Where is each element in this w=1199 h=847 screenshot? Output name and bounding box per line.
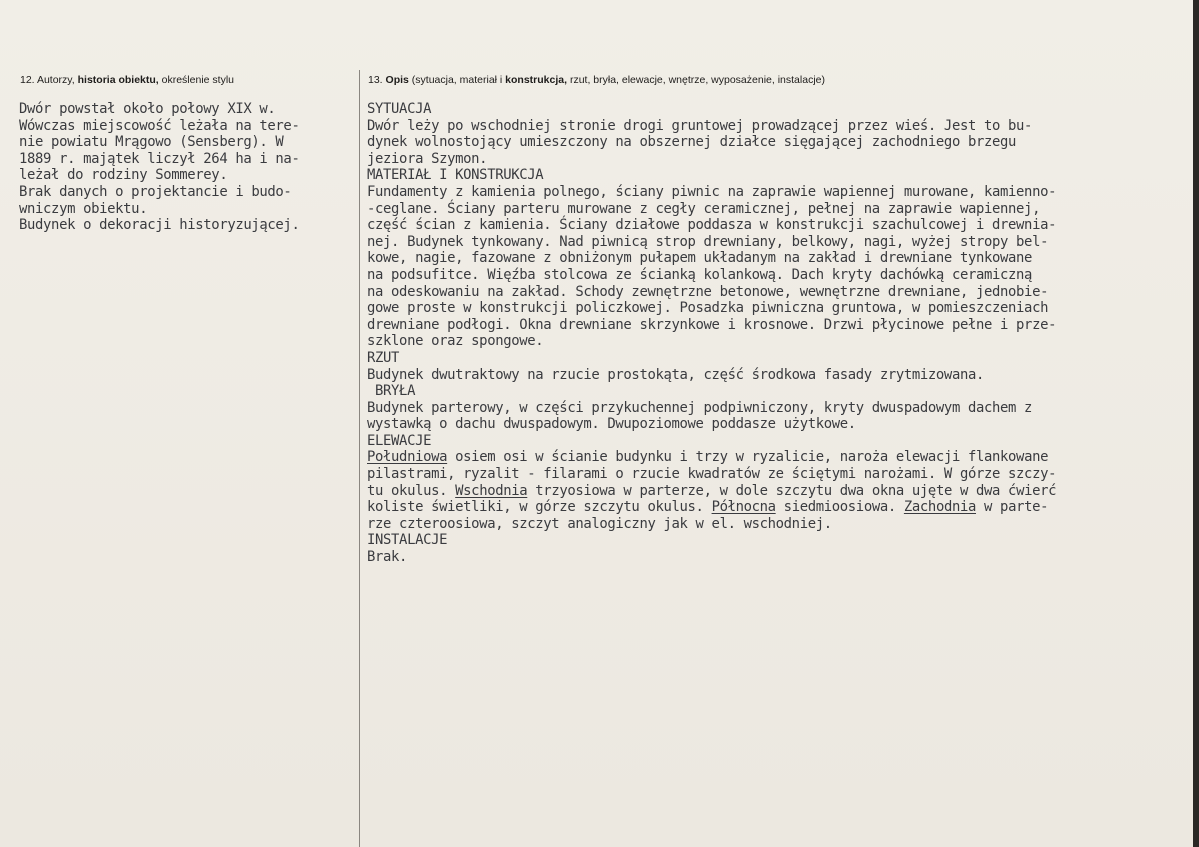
heading-bryla: BRYŁA: [367, 383, 416, 400]
elewacje-line: rze czteroosiowa, szczyt analogiczny jak w el. wschodniej.: [367, 515, 832, 532]
description-line: Budynek dwutraktowy na rzucie prostokąta, część środkowa fasady zrytmizowana.: [367, 366, 984, 383]
description-line: kowe, nagie, fazowane z obniżonym pułapem układanym na zakład i drewniane tynkowane: [367, 250, 1033, 267]
description-line: Fundamenty z kamienia polnego, ściany piwnic na zaprawie wapiennej murowane, kamienno-: [367, 183, 1057, 200]
description-line: na odeskowaniu na zakład. Schody zewnętrzne betonowe, wewnętrzne drewniane, jednobie-: [367, 283, 1049, 300]
history-line: Wówczas miejscowość leżała na tere-: [19, 117, 300, 134]
heading-sytuacja: SYTUACJA: [367, 101, 432, 117]
history-line: nie powiatu Mrągowo (Sensberg). W: [19, 134, 284, 151]
elewacje-line: [367, 499, 1193, 516]
description-line: Budynek parterowy, w części przykuchennej podpiwniczony, kryty dwuspadowym dachem z: [367, 399, 1033, 416]
section-13-label-opis: Opis: [385, 74, 409, 86]
description-line: szklone oraz spongowe.: [367, 333, 544, 350]
elewacje-text: osiem osi w ścianie budynku i trzy w ryzalicie, naroża elewacji flankowane: [447, 449, 1049, 466]
elewacja-wschodnia-label: Wschodnia: [455, 482, 528, 499]
history-line: Budynek o dekoracji historyzującej.: [19, 217, 300, 234]
column-divider: [359, 70, 360, 847]
section-13-number: 13.: [368, 74, 383, 86]
description-text: [367, 101, 1193, 566]
history-line: Brak danych o projektancie i budo-: [19, 183, 292, 200]
history-text: [19, 101, 357, 234]
history-line: wniczym obiektu.: [19, 200, 148, 217]
heading-elewacje: ELEWACJE: [367, 432, 432, 449]
section-13-header: [368, 74, 825, 86]
description-line: Dwór leży po wschodniej stronie drogi gruntowej prowadzącej przez wieś. Jest to bu-: [367, 117, 1033, 134]
history-line: leżał do rodziny Sommerey.: [19, 167, 228, 184]
elewacje-line: [367, 449, 1193, 466]
section-12-label-style: określenie stylu: [161, 74, 234, 86]
section-12-label-history: historia obiektu,: [77, 74, 159, 86]
section-13-label-konstrukcja: konstrukcja,: [505, 74, 568, 86]
heading-rzut: RZUT: [367, 349, 400, 366]
section-12-number: 12.: [20, 74, 35, 86]
description-line: gowe proste w konstrukcji policzkowej. Posadzka piwniczna gruntowa, w pomieszczeniach: [367, 300, 1049, 317]
description-line: dynek wolnostojący umieszczony na obszernej działce sięgającej zachodniego brzegu: [367, 134, 1017, 151]
elewacje-text: siedmioosiowa.: [775, 499, 904, 516]
elewacja-poludniowa-label: Południowa: [367, 449, 448, 466]
section-13-label-part2: rzut, bryła, elewacje, wnętrze, wyposażenie, instalacje): [569, 74, 825, 86]
heading-instalacje: INSTALACJE: [367, 532, 448, 549]
section-13-label-part1: (sytuacja, materiał i: [411, 74, 503, 86]
description-line: -ceglane. Ściany parteru murowane z cegły ceramicznej, pełnej na zaprawie wapiennej,: [367, 200, 1041, 217]
history-line: Dwór powstał około połowy XIX w.: [19, 101, 276, 117]
description-line: nej. Budynek tynkowany. Nad piwnicą strop drewniany, belkowy, nagi, wyżej stropy bel-: [367, 233, 1049, 250]
card-edge-shadow: [1193, 0, 1199, 847]
elewacje-text: tu okulus.: [367, 482, 456, 499]
description-line: jeziora Szymon.: [367, 150, 488, 167]
elewacje-line: pilastrami, ryzalit - filarami o rzucie kwadratów ze ściętymi narożami. W górze szczy-: [367, 466, 1057, 483]
heading-material: MATERIAŁ I KONSTRUKCJA: [367, 167, 544, 184]
description-line: wystawką o dachu dwuspadowym. Dwupoziomowe poddasze użytkowe.: [367, 416, 856, 433]
elewacje-text: trzyosiowa w parterze, w dole szczytu dwa okna ujęte w dwa ćwierć: [527, 482, 1057, 499]
description-line: część ścian z kamienia. Ściany działowe poddasza w konstrukcji szachulcowej i drewnia-: [367, 217, 1057, 234]
section-12-label-authors: Autorzy,: [36, 74, 75, 86]
description-line: drewniane podłogi. Okna drewniane skrzynkowe i krosnowe. Drzwi płycinowe pełne i prze-: [367, 316, 1057, 333]
section-12-header: [20, 74, 234, 86]
elewacja-zachodnia-label: Zachodnia: [903, 499, 977, 516]
elewacje-text: koliste świetliki, w górze szczytu okulus.: [367, 499, 712, 516]
elewacje-text: w parte-: [976, 499, 1049, 516]
elewacja-polnocna-label: Północna: [711, 499, 776, 516]
history-line: 1889 r. majątek liczył 264 ha i na-: [19, 150, 300, 167]
description-line: na podsufitce. Więźba stolcowa ze ścianką kolankową. Dach kryty dachówką ceramiczną: [367, 266, 1033, 283]
elewacje-line: [367, 483, 1193, 500]
description-line: Brak.: [367, 549, 408, 566]
